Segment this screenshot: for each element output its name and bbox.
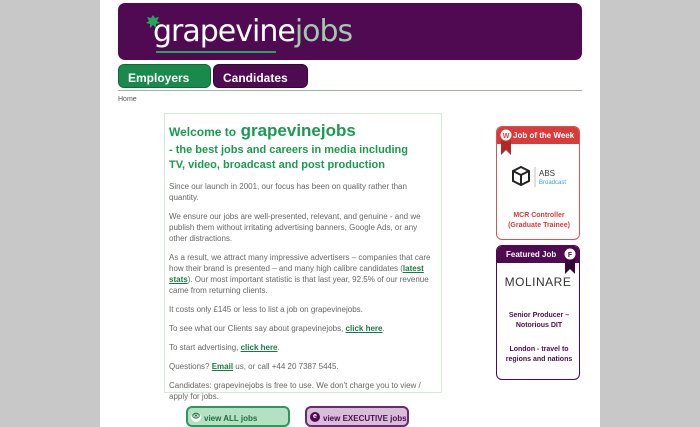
featured-job-location: London - travel to regions and nations: [505, 346, 573, 363]
p7-text-after: us, or call +44 20 7387 5445.: [233, 362, 339, 371]
molinare-logo: MOLINARE: [504, 275, 572, 289]
logo-text-jobs: jobs: [294, 14, 353, 49]
eye-icon: 👁: [191, 413, 201, 420]
abs-company-sub: Broadcast: [539, 180, 567, 186]
executive-e-icon: e: [310, 412, 320, 422]
p3-text-before: As a result, we attract many impressive advertisers – companies that care how their brand is presented – and many high calibre candidates (: [169, 253, 431, 273]
logo-text-grapevine: grapevine: [153, 14, 295, 49]
intro-paragraph-4: It costs only £145 or less to list a job on grapevinejobs.: [169, 305, 363, 314]
intro-paragraph-6: [169, 342, 437, 353]
view-executive-jobs-button[interactable]: [305, 406, 409, 427]
view-all-jobs-label: view ALL jobs: [204, 414, 258, 423]
p5-text-after: .: [382, 324, 385, 333]
p3-text-after: ). Our most important statistic is that last year, 92.5% of our revenue came from returning clients.: [169, 275, 429, 295]
p6-text-before: To start advertising,: [169, 343, 241, 352]
logo-text: [153, 14, 352, 49]
p7-text-before: Questions?: [169, 362, 212, 371]
intro-paragraph-1: Since our launch in 2001, our focus has been on quality rather than quantity.: [169, 182, 407, 202]
view-executive-jobs-label: view EXECUTIVE jobs: [323, 414, 407, 423]
tab-employers[interactable]: Employers: [118, 64, 211, 88]
view-all-jobs-button[interactable]: [186, 406, 290, 427]
welcome-panel: [164, 113, 442, 401]
intro-paragraph-2: We ensure our jobs are well-presented, relevant, and genuine - and we publish them without irritating advertising banners, Google Ads, or any other distractions.: [169, 212, 421, 243]
latest-stats-link[interactable]: latest stats: [169, 264, 424, 284]
job-of-the-week-card[interactable]: [496, 126, 580, 240]
start-advertising-link[interactable]: click here: [240, 343, 278, 352]
p5-text-before: To see what our Clients say about grapevinejobs,: [169, 324, 346, 333]
page: [100, 0, 600, 427]
intro-paragraph-7: [169, 361, 437, 372]
ribbon-w-icon: [500, 128, 512, 156]
featured-job-card[interactable]: [496, 245, 580, 380]
job-of-the-week-title-link[interactable]: MCR Controller (Graduate Trainee): [508, 212, 570, 229]
ribbon-f-icon: [564, 247, 576, 275]
intro-paragraph-5: [169, 323, 437, 334]
intro-paragraph-8: Candidates: grapevinejobs is free to use. We don't charge you to view / apply for jobs.: [169, 381, 421, 401]
ribbon-w-letter: W: [502, 133, 510, 140]
abs-company-name: ABS: [539, 169, 556, 178]
tab-candidates[interactable]: Candidates: [213, 64, 308, 88]
ribbon-f-letter: F: [567, 252, 573, 259]
client-testimonials-link[interactable]: click here: [345, 324, 383, 333]
email-link[interactable]: Email: [211, 362, 234, 371]
featured-job-title-link[interactable]: Senior Producer – Notorious DIT: [508, 312, 570, 329]
nav-divider: [118, 90, 582, 91]
p6-text-after: .: [277, 343, 280, 352]
breadcrumb-home[interactable]: Home: [118, 96, 137, 103]
welcome-tagline: - the best jobs and careers in media including TV, video, broadcast and post production: [169, 144, 408, 171]
welcome-heading: [169, 121, 437, 141]
welcome-brand: grapevinejobs: [240, 121, 356, 140]
welcome-prefix: Welcome to: [169, 125, 237, 139]
featured-job-header: Featured Job: [497, 246, 579, 263]
logo-underline: [156, 51, 276, 53]
job-of-the-week-header: Job of the Week: [497, 127, 579, 144]
site-header: [118, 3, 582, 60]
intro-paragraph-3: [169, 252, 437, 296]
